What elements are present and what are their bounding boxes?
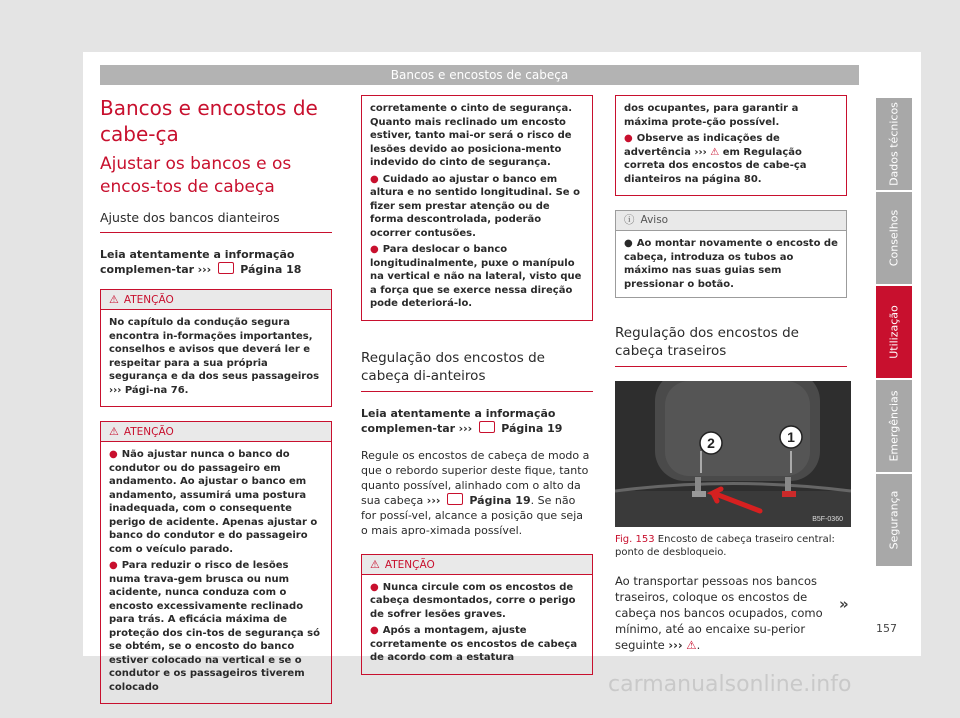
warning-icon: ⚠	[686, 638, 697, 652]
tab-label: Utilização	[887, 305, 901, 359]
warning-box-continued	[615, 95, 847, 196]
watermark: carmanualsonline.info	[608, 672, 852, 697]
headrest-figure	[615, 381, 851, 527]
column-1	[100, 95, 332, 718]
warning-item: Para deslocar o banco longitudinalmente, puxe o manípulo na vertical e não na lateral, visto que a força que se exerce nessa direção pode deteriorá-lo.	[370, 244, 582, 309]
info-text: Ao montar novamente o encosto de cabeça, introduza os tubos ao máximo nas suas guias sem pressionar o botão.	[624, 238, 838, 290]
warning-body	[101, 442, 331, 703]
section-title: Regulação dos encostos de cabeça di-anteiros	[361, 349, 593, 392]
intro-text: Leia atentamente a informação complemen-tar	[100, 248, 295, 276]
warning-box	[100, 421, 332, 704]
warning-icon: ⚠	[109, 293, 119, 306]
subchapter-title: Ajustar os bancos e os encos-tos de cabeça	[100, 154, 292, 197]
bullet-icon: ●	[109, 560, 118, 571]
info-box	[615, 210, 847, 298]
warning-body	[616, 96, 846, 195]
tab-emergencias[interactable]	[876, 380, 912, 472]
warning-item: Após a montagem, ajuste corretamente os encostos de cabeça de acordo com a estatura	[370, 625, 578, 663]
bullet-icon: ●	[624, 133, 633, 144]
warning-item: Não ajustar nunca o banco do condutor ou do passageiro em andamento. Ao ajustar o banco em andamento, assumirá uma postura inadequada, com o consequente perigo de acidente. Apenas ajustar o banco do condutor e do passageiro com o veículo parado.	[109, 449, 318, 555]
warning-text: corretamente o cinto de segurança. Quanto mais reclinado um encosto estiver, tanto mai-or será o risco de lesões devido ao posiciona-mento indevido do cinto de segurança.	[370, 103, 573, 168]
warning-header	[101, 290, 331, 310]
figure-caption-text: Encosto de cabeça traseiro central: ponto de desbloqueio.	[615, 534, 835, 558]
warning-link[interactable]: Pági-na 76	[124, 384, 185, 396]
body-text: . Se não for possí-vel, alcance a posição que seja o mais apro-ximada possível.	[361, 493, 583, 537]
warning-body: No capítulo da condução segura encontra in-formações importantes, conselhos e avisos que deverá ler e respeitar para a sua própria segurança e da dos seus passageiros ››› Pági-na 76.	[109, 317, 320, 396]
book-icon	[218, 262, 234, 274]
bullet-icon: ●	[370, 581, 379, 593]
tab-utilizacao[interactable]	[876, 286, 912, 378]
figure-caption	[615, 533, 847, 559]
bullet-icon: ●	[109, 449, 118, 460]
intro-link[interactable]: Página 18	[240, 263, 302, 276]
warning-item: Observe as indicações de advertência	[624, 133, 780, 158]
tab-label: Dados técnicos	[887, 102, 901, 186]
warning-item: Cuidado ao ajustar o banco em altura e no sentido longitudinal. Se o fizer sem prestar atenção ou de forma descontrolada, poderão ocorrer contusões.	[370, 173, 580, 239]
intro-link[interactable]: Página 19	[501, 421, 563, 435]
warning-item: Para reduzir o risco de lesões numa trava-gem brusca ou num acidente, nunca conduza com o encosto excessivamente reclinado para trás. A eficácia máxima de proteção dos cin-tos de segurança só se obtém, se o encosto do banco estiver colocado na vertical e se o condutor e os passageiros tiverem colocado	[109, 560, 320, 693]
side-tabs	[876, 98, 912, 568]
warning-body	[362, 575, 592, 674]
arrow-icon: ›››	[458, 421, 473, 435]
warning-title: ATENÇÃO	[123, 426, 174, 438]
tab-label: Emergências	[887, 390, 901, 462]
intro-paragraph	[361, 406, 593, 436]
page-header: Bancos e encostos de cabeça	[100, 65, 859, 85]
warning-text: No capítulo da condução segura encontra in-formações importantes, conselhos e avisos que deverá ler e respeitar para a sua própria segurança e da dos seus passageiros	[109, 317, 320, 382]
body-text: Regule os encostos de cabeça de modo a que o rebordo superior deste fique, tanto quanto possível, alinhado com o alto da sua cabeça	[361, 448, 590, 507]
tab-seguranca[interactable]	[876, 474, 912, 566]
intro-paragraph	[100, 247, 332, 277]
figure-number: Fig. 153	[615, 534, 655, 545]
warning-box-continued	[361, 95, 593, 321]
warning-header	[101, 422, 331, 442]
book-icon	[479, 421, 495, 433]
figure-code: B5F-0360	[812, 516, 843, 523]
warning-header	[362, 555, 592, 575]
warning-box	[100, 289, 332, 407]
body-link[interactable]: Página 19	[469, 493, 531, 507]
warning-title: ATENÇÃO	[384, 558, 435, 571]
body-paragraph	[361, 448, 593, 538]
body-paragraph: Ao transportar pessoas nos bancos traseiros, coloque os encostos de cabeça nos bancos ocupados, como mínimo, até ao encaixe su-perior seguinte ››› ⚠.	[615, 574, 823, 652]
warning-title: ATENÇÃO	[123, 294, 174, 306]
warning-item-link[interactable]: em Regulação correta dos encostos de cabe-ça dianteiros na página 80.	[624, 146, 807, 185]
intro-text: Leia atentamente a informação complemen-tar	[361, 406, 556, 435]
info-body	[616, 231, 846, 297]
callout-2: 2	[707, 435, 715, 451]
arrow-icon: ›››	[426, 493, 441, 507]
info-title: Aviso	[640, 214, 669, 226]
tab-conselhos[interactable]	[876, 192, 912, 284]
tab-dados-tecnicos[interactable]	[876, 98, 912, 190]
info-header	[616, 211, 846, 231]
arrow-icon: ›››	[668, 638, 683, 652]
section-title: Regulação dos encostos de cabeça traseiros	[615, 324, 847, 367]
warning-text: dos ocupantes, para garantir a máxima prote-ção possível.	[624, 103, 799, 128]
warning-item: Nunca circule com os encostos de cabeça desmontados, corre o perigo de sofrer lesões graves.	[370, 581, 576, 620]
tab-label: Segurança	[887, 490, 901, 550]
body-text: Ao transportar pessoas nos bancos traseiros, coloque os encostos de cabeça nos bancos ocupados, como mínimo, até ao encaixe su-perior seguinte	[615, 574, 823, 652]
warning-body	[362, 96, 592, 320]
column-2	[361, 95, 593, 689]
bullet-icon: ●	[370, 625, 379, 636]
page-number: 157	[876, 622, 897, 635]
arrow-icon: ›››	[109, 384, 122, 396]
headrest-illustration	[615, 381, 851, 527]
bullet-icon: ●	[370, 244, 379, 255]
warning-icon: ⚠	[109, 425, 119, 438]
info-icon: ⓘ	[624, 214, 635, 226]
column-3	[615, 95, 847, 659]
arrow-icon: ›››	[197, 263, 212, 276]
section-title: Ajuste dos bancos dianteiros	[100, 209, 332, 233]
warning-icon: ⚠	[710, 146, 720, 158]
bullet-icon: ●	[624, 238, 633, 249]
warning-icon: ⚠	[370, 557, 380, 571]
book-icon	[447, 493, 463, 505]
continue-marker: »	[839, 595, 849, 613]
tab-label: Conselhos	[887, 209, 901, 267]
callout-1: 1	[787, 429, 795, 445]
arrow-icon: ›››	[694, 146, 707, 158]
bullet-icon: ●	[370, 173, 379, 185]
chapter-title: Bancos e encostos de cabe-ça	[100, 96, 318, 146]
warning-box	[361, 554, 593, 675]
